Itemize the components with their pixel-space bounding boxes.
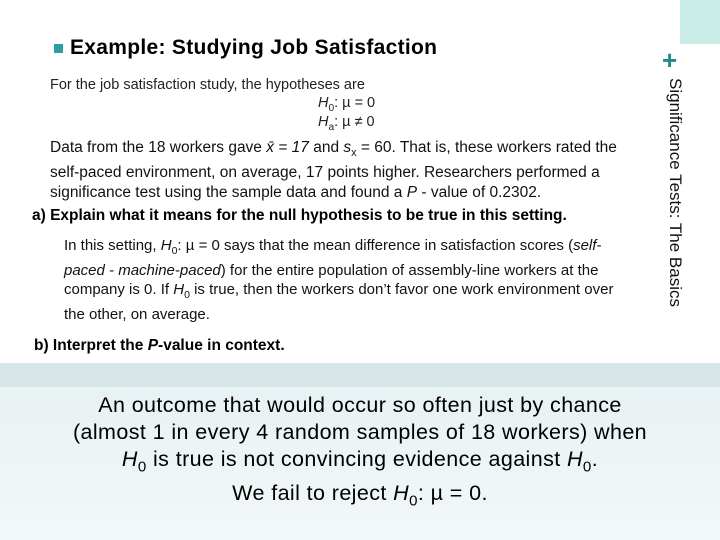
h0-symbol: H (318, 95, 329, 111)
conclusion-line4-h: H (393, 481, 410, 506)
p-label: P (406, 184, 418, 202)
sx-value: = 60 (356, 139, 392, 156)
passage-part3: - value of 0.2302. (421, 184, 542, 202)
conclusion-line4-a: We fail to reject (232, 481, 394, 506)
conclusion-line3-rest: is true is not convincing evidence against (146, 447, 567, 471)
ha-symbol: H (318, 114, 329, 130)
xbar-value: x̄ = 17 (266, 139, 309, 156)
question-b-t1: b) Interpret the (34, 337, 144, 354)
passage-and: and (313, 139, 340, 156)
ha-sub: a (328, 121, 335, 133)
title-bullet-icon (54, 44, 63, 53)
question-b-p: P (147, 337, 159, 354)
conclusion-h2-sub: 0 (582, 458, 592, 476)
conclusion-h: H (121, 447, 138, 471)
conclusion-line3 (0, 446, 720, 480)
question-b-t2: -value in context. (158, 337, 285, 354)
data-passage (50, 138, 650, 203)
corner-accent-bar (680, 0, 720, 44)
vertical-label-wrap (663, 78, 687, 354)
conclusion-h2: H (566, 447, 583, 471)
answer-a-t3: self-paced - machine-paced (64, 237, 602, 279)
answer-a-t1: In this setting, (64, 237, 157, 254)
conclusion-h-sub: 0 (137, 458, 147, 476)
conclusion-line4 (0, 480, 720, 514)
ha-rest: : µ ≠ 0 (334, 114, 375, 130)
h0-rest: : µ = 0 (334, 95, 376, 111)
question-a: a) Explain what it means for the null hypothesis to be true in this setting. (32, 207, 567, 224)
answer-a-h2-sub: 0 (184, 289, 190, 301)
null-hypothesis (318, 95, 375, 114)
conclusion-line4-b: : µ = 0. (417, 481, 488, 506)
slide-title: Example: Studying Job Satisfaction (70, 36, 438, 59)
conclusion-line3-end: . (591, 447, 599, 471)
conclusion-line4-sub: 0 (409, 492, 418, 510)
answer-a-h-sub: 0 (171, 245, 178, 257)
answer-a-h2: H (173, 281, 185, 298)
conclusion-line2: (almost 1 in every 4 random samples of 18 workers) when (72, 420, 648, 444)
passage-part1: Data from the 18 workers gave (50, 139, 262, 156)
h0-sub: 0 (328, 102, 335, 114)
conclusion-line1: An outcome that would occur so often just by chance (98, 393, 622, 417)
answer-a (64, 236, 624, 324)
answer-a-t2: : µ = 0 says that the mean difference in satisfaction scores ( (177, 237, 574, 254)
alternative-hypothesis (318, 114, 375, 133)
conclusion-panel-band (0, 363, 720, 387)
intro-text: For the job satisfaction study, the hypotheses are (50, 77, 365, 93)
answer-a-t4: ) for the entire population of assembly-line workers at the company is 0. If (64, 262, 599, 298)
section-vertical-label: Significance Tests: The Basics (666, 78, 685, 307)
passage-part2: . That is, these workers rated the self-paced environment, on average, 17 points higher. Researchers performed a significance test using the sample data and found a (50, 139, 617, 202)
plus-mark: + (662, 45, 678, 75)
sx-sub: x (351, 147, 357, 160)
sx-symbol: s (343, 139, 352, 156)
answer-a-h: H (160, 237, 172, 254)
answer-a-t5: is true, then the workers don’t favor one work environment over the other, on average. (64, 281, 614, 323)
conclusion-text (0, 392, 720, 515)
question-b (34, 337, 285, 355)
